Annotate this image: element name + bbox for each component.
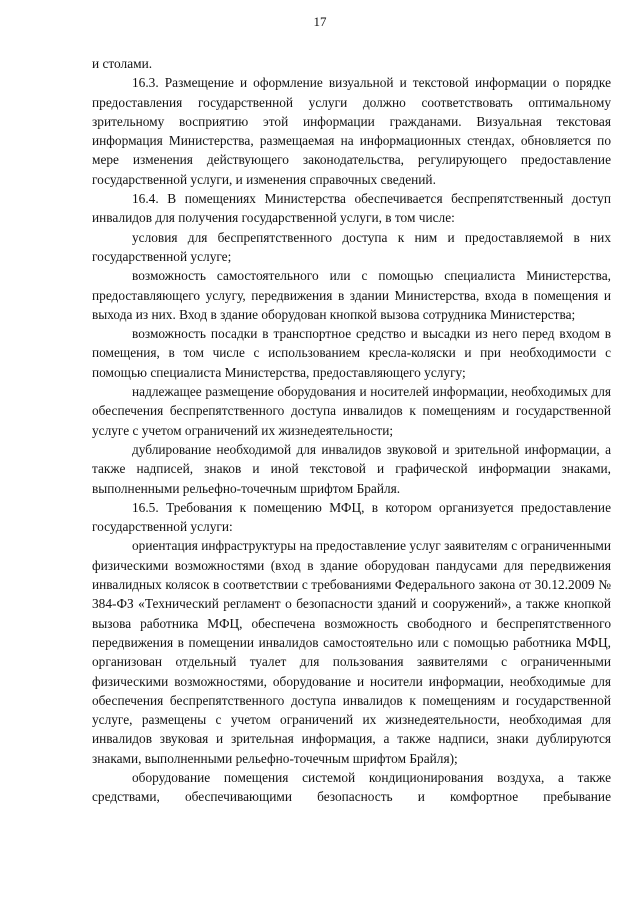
list-item-equipment-placement: надлежащее размещение оборудования и носителей информации, необходимых для обеспечения беспрепятственного доступа инвалидов к помещениям и государственной услуге с учетом ограничений их жизнедеятельности; [92,384,611,438]
list-item-infrastructure: ориентация инфраструктуры на предоставление услуг заявителям с ограниченными физическими возможностями (вход в здание оборудован пандусами для передвижения инвалидных колясок в соответствии с требованиями Федерального закона от 30.12.2009 № 384-ФЗ «Технический регламент о безопасности зданий и сооружений», а также кнопкой вызова работника МФЦ, обеспечена возможность свободного и беспрепятственного передвижения в помещении инвалидов самостоятельно или с помощью работника МФЦ, организован отдельный туалет для пользования заявителями с ограниченными физическими возможностями, оборудование и носители информации, необходимые для обеспечения беспрепятственного доступа инвалидов к помещениям и государственной услуге, размещены с учетом ограничений их жизнедеятельности, необходимая для инвалидов звуковая и зрительная информация, а также надписи, знаки дублируются знаками, выполненными рельефно-точечным шрифтом Брайля); [92,538,611,766]
document-body [92,54,611,807]
list-item-braille-duplication: дублирование необходимой для инвалидов звуковой и зрительной информации, а также надписей, знаков и иной текстовой и графической информации знаками, выполненными рельефно-точечным шрифтом Брайля. [92,441,611,496]
list-item-air-conditioning: оборудование помещения системой кондиционирования воздуха, а также средствами, обеспечивающими безопасность и комфортное пребывание [92,769,611,805]
paragraph-16-5: 16.5. Требования к помещению МФЦ, в котором организуется предоставление государственной услуги: [92,499,611,535]
list-item-movement: возможность самостоятельного или с помощью специалиста Министерства, предоставляющего услугу, передвижения в здании Министерства, входа в помещения и выхода из них. Вход в здание оборудован кнопкой вызова сотрудника Министерства; [92,268,611,322]
paragraph-16-4: 16.4. В помещениях Министерства обеспечивается беспрепятственный доступ инвалидов для получения государственной услуги, в том числе: [92,191,611,226]
list-item-boarding: возможность посадки в транспортное средство и высадки из него перед входом в помещения, в том числе с использованием кресла-коляски и при необходимости с помощью специалиста Министерства, предоставляющего услугу; [92,326,611,380]
paragraph-continuation: и столами. [92,56,153,71]
list-item-access-conditions: условия для беспрепятственного доступа к ним и предоставляемой в них государственной услуге; [92,229,611,264]
page-number: 17 [313,14,327,29]
paragraph-16-3: 16.3. Размещение и оформление визуальной и текстовой информации о порядке предоставления государственной услуги должно соответствовать оптимальному зрительному восприятию этой информации гражданами. Визуальная текстовая информация Министерства, размещаемая на информационных стендах, обновляется по мере изменения действующего законодательства, регулирующего предоставление государственной услуги, и изменения справочных сведений. [92,75,611,187]
